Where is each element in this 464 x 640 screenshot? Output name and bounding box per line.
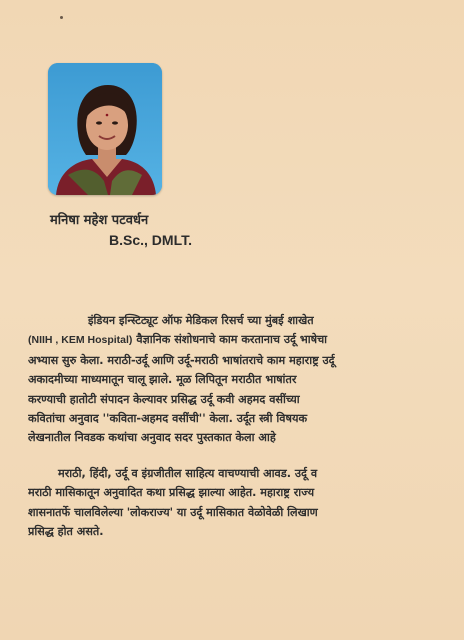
bio-line: लेखनातील निवडक कथांचा अनुवाद सदर पुस्तकात केला आहे (28, 431, 276, 445)
author-degrees: B.Sc., DMLT. (109, 232, 192, 248)
bio-line-text: वैज्ञानिक संशोधनाचे काम करतानाच उर्दू भाषेचा (136, 333, 328, 347)
bio-line: कवितांचा अनुवाद ''कविता-अहमद वसींची'' केला. उर्दूत स्त्री विषयक (28, 412, 308, 426)
bio-line: मराठी मासिकातून अनुवादित कथा प्रसिद्ध झाल्या आहेत. महाराष्ट्र राज्य (28, 486, 315, 500)
bio-paragraph-1 (28, 311, 430, 448)
bio-line: इंडियन इन्स्टिट्यूट ऑफ मेडिकल रिसर्च च्या मुंबई शाखेत (88, 314, 314, 327)
bio-line: करण्याची हातोटी संपादन केल्यावर प्रसिद्ध उर्दू कवी अहमद वसींच्या (28, 392, 300, 406)
bio-line: प्रसिद्ध होत असते. (28, 525, 104, 539)
paper-speck (60, 16, 63, 19)
bio-line: मराठी, हिंदी, उर्दू व इंग्रजीतील साहित्य वाचण्याची आवड. उर्दू व (58, 467, 318, 480)
author-name: मनिषा महेश पटवर्धन (50, 213, 149, 228)
bio-paragraph-2 (28, 464, 430, 542)
author-photo (48, 63, 162, 195)
author-portrait-image (48, 63, 162, 195)
bio-line: शासनातर्फे चालविलेल्या 'लोकराज्य' या उर्दू मासिकात वेळोवेळी लिखाण (28, 505, 318, 519)
bio-line (28, 330, 430, 350)
bio-line: अकादमीच्या माध्यमातून चालू झाले. मूळ लिपितून मराठीत भाषांतर (28, 373, 297, 387)
bio-line: अभ्यास सुरु केला. मराठी-उर्दू आणि उर्दू-मराठी भाषांतराचे काम महाराष्ट्र उर्दू (28, 353, 335, 367)
institution-abbrev: (NIIH , KEM Hospital) (28, 334, 133, 347)
